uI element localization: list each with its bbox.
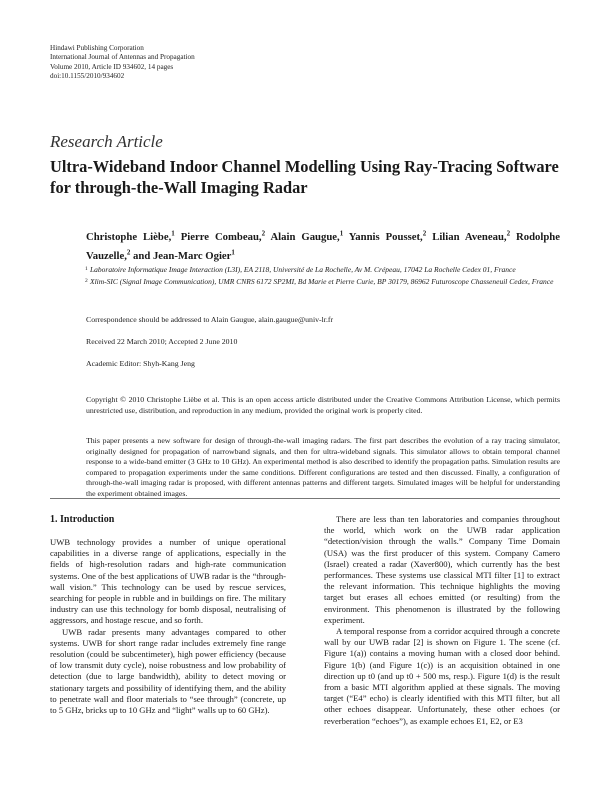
affiliation: 2 Xlim-SIC (Signal Image Communication), UMR CNRS 6172 SP2MI, Bd Marie et Pierre Curie, BP 30179, 86962 Futuroscope Chasseneuil Cedex, France [85,277,554,286]
affiliation: 1 Laboratoire Informatique Image Interaction (L3I), EA 2118, Université de La Rochelle, Av M. Crépeau, 17042 La Rochelle Cedex 01, France [85,265,516,274]
volume-line: Volume 2010, Article ID 934602, 14 pages [50,62,174,71]
author: Lilian Aveneau,$^2$ [432,229,511,243]
author: and Jean-Marc Ogier$^1$ [133,248,235,262]
author: Pierre Combeau,$^2$ [180,229,266,243]
abstract: This paper presents a new software for design of through-the-wall imaging radars. The first part describes the evolution of a ray tracing simulator, originally designed for propagation of narrowband signals, and then for ultra-wideband signals. This simulator allows to obtain temporal channel response to a wide-band emitter (3 GHz to 10 GHz). An experimental method is also described to identify the propagation paths. Simulation results are compared to propagation experiments under the same conditions. Different configurations are tested and then discussed. Finally, a configuration of through-the-wall imaging radar is proposed, with different antennas patterns and different targets. Simulated images will be helpful for understanding the experiment obtained images. [86,436,560,498]
author: Christophe Lièbe,$^1$ [86,229,175,243]
left-column [50,514,286,716]
received-dates: Received 22 March 2010; Accepted 2 June 2010 [86,337,238,346]
author: Rodolphe Vauzelle,$^2$ [86,230,560,262]
journal-header [50,44,350,81]
author: Yannis Pousset,$^2$ [348,229,427,243]
author: Alain Gaugue,$^1$ [270,229,344,243]
academic-editor: Academic Editor: Shyh-Kang Jeng [86,359,195,368]
body-paragraph: UWB technology provides a number of unique operational capabilities in a diverse range of applications, especially in the fields of high-resolution radars and high-rate communication systems. One of the best applications of UWB radar is the “through-wall vision.” This technology can be used by rescue services, searching for people in rubble and in buildings on fire. The military industry can use this technology for bomb disposal, neutralising of aggressors, and hostage rescue, and so forth. [50,537,286,626]
journal-line: International Journal of Antennas and Propagation [50,53,195,62]
copyright-notice: Copyright © 2010 Christophe Lièbe et al. This is an open access article distributed under the Creative Commons Attribution License, which permits unrestricted use, distribution, and reproduction in any medium, provided the original work is properly cited. [86,395,560,415]
right-column [324,514,560,727]
author-list [86,226,560,264]
article-type: Research Article [50,132,163,151]
body-paragraph: A temporal response from a corridor acquired through a concrete wall by our UWB radar [2] is shown on Figure 1. The scene (cf. Figure 1(a)) contains a moving human with a closed door behind. Figure 1(b) (and Figure 1(c)) is an acquisition obtained in one direction up t0 (and up t0 + 500 ms, resp.). Figure 1(d) is the result from a basic MTI algorithm applied at these signals. The moving target (“E4” echo) is clearly identified with this MTI filter, but all other echoes disappear. Unfortunately, these other echoes (or reverberation “echoes”), as example echoes E1, E2, or E3 [324,626,560,726]
doi-line[interactable]: doi:10.1155/2010/934602 [50,71,125,80]
body-paragraph: There are less than ten laboratories and companies throughout the world, which work on the UWB radar application “detection/vision through the walls.” Company Time Domain (USA) was the first producer of this system. Company Camero (Israel) created a radar (Xaver800), which currently has the best performances. These systems use classical MTI filter [1] to extract the relevant information. This technique highlights the moving target but erases all echoes emitted (or resulting) from the environment. This phenomenon is illustrated by the following experiment. [324,514,560,625]
section-heading: 1. Introduction [50,514,115,525]
body-paragraph: UWB radar presents many advantages compared to other systems. UWB for short range radar includes extremely fine range resolution (could be subcentimeter), high power efficiency (because of low transmit duty cycle), noise robustness and low probability of detection (due to large bandwidth), ability to detect moving or stationary targets and possibility of identifying them, and the ability to penetrate wall and floor materials to “see through” (concrete, up to 5 GHz, bricks up to 10 GHz and “light” walls up to 60 GHz). [50,626,286,716]
section-divider [50,498,560,499]
paper-title: Ultra-Wideband Indoor Channel Modelling Using Ray-Tracing Software for through-the-Wall Imaging Radar [50,157,559,197]
correspondence: Correspondence should be addressed to Alain Gaugue, alain.gaugue@univ-lr.fr [86,315,334,324]
publisher-line: Hindawi Publishing Corporation [50,44,144,52]
affiliations [86,265,560,289]
